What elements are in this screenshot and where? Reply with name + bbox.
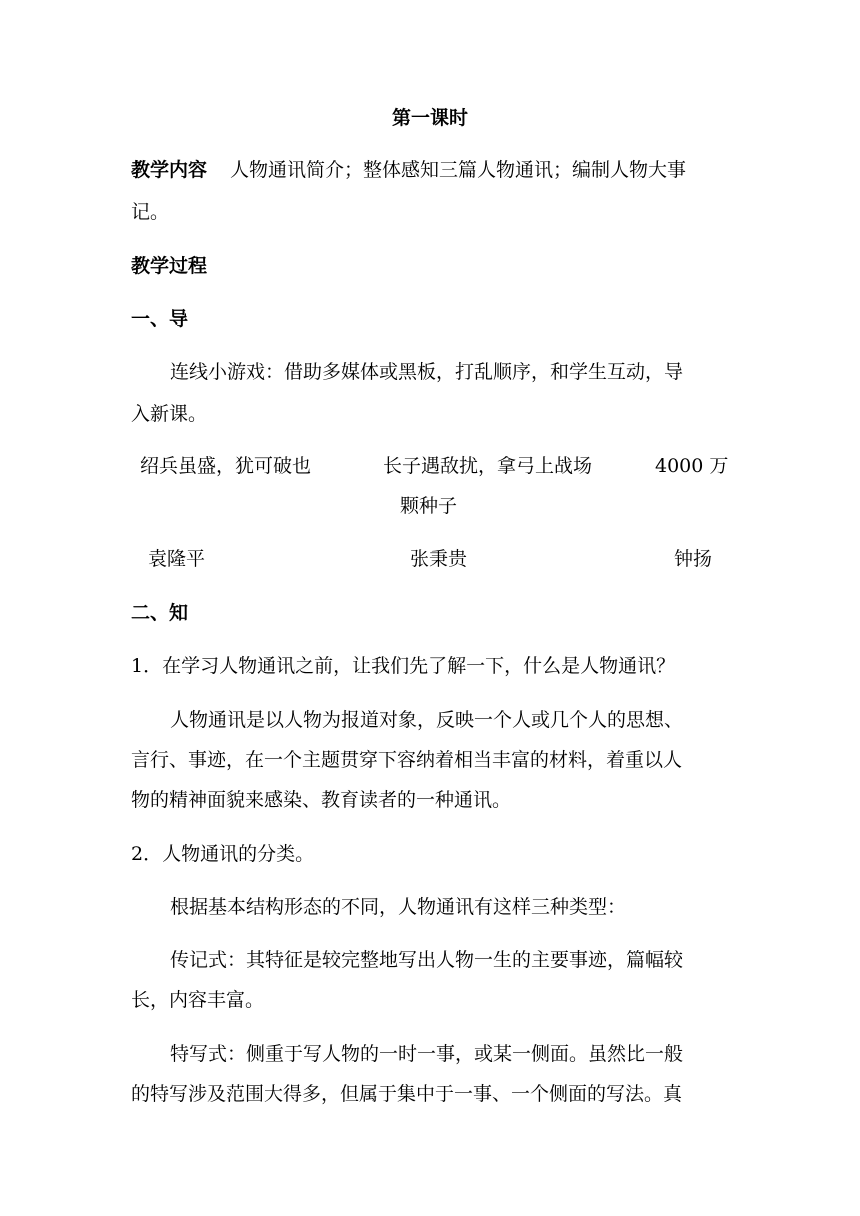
match-item-quote-3: 4000 万 — [655, 455, 729, 477]
content-text: 人物通讯简介；整体感知三篇人物通讯；编制人物大事 — [230, 159, 687, 181]
lesson-title: 第一课时 — [391, 107, 468, 129]
section1-paragraph-line-2: 入新课。 — [131, 403, 208, 425]
answer-1-line-1: 人物通讯是以人物为报道对象，反映一个人或几个人的思想、 — [170, 709, 684, 731]
content-label: 教学内容 — [131, 159, 208, 181]
type-feature-line-1: 特写式：侧重于写人物的一时一事，或某一侧面。虽然比一般 — [170, 1043, 684, 1065]
content-line-1 — [131, 158, 686, 182]
section2-heading: 二、知 — [131, 602, 189, 624]
type-biography-line-1: 传记式：其特征是较完整地写出人物一生的主要事迹，篇幅较 — [170, 949, 684, 971]
answer-1-line-2: 言行、事迹，在一个主题贯穿下容纳着相当丰富的材料，着重以人 — [131, 749, 683, 771]
process-heading: 教学过程 — [131, 255, 208, 277]
answer-2-intro: 根据基本结构形态的不同，人物通讯有这样三种类型： — [170, 896, 627, 918]
question-2: 2．人物通讯的分类。 — [131, 843, 315, 865]
match-item-person-3: 钟扬 — [674, 548, 713, 570]
content-line-2: 记。 — [131, 201, 170, 223]
match-item-quote-2: 长子遇敌扰，拿弓上战场 — [383, 455, 593, 477]
type-biography-line-2: 长，内容丰富。 — [131, 989, 265, 1011]
match-item-quote-3-continued: 颗种子 — [400, 495, 458, 517]
question-1: 1．在学习人物通讯之前，让我们先了解一下，什么是人物通讯？ — [131, 655, 676, 677]
match-item-person-1: 袁隆平 — [148, 548, 206, 570]
answer-1-line-3: 物的精神面貌来感染、教育读者的一种通讯。 — [131, 789, 512, 811]
type-feature-line-2: 的特写涉及范围大得多，但属于集中于一事、一个侧面的写法。真 — [131, 1083, 683, 1105]
match-item-person-2: 张秉贵 — [410, 548, 468, 570]
match-item-quote-1: 绍兵虽盛，犹可破也 — [140, 455, 312, 477]
section1-heading: 一、导 — [131, 308, 189, 330]
section1-paragraph-line-1: 连线小游戏：借助多媒体或黑板，打乱顺序，和学生互动，导 — [170, 361, 684, 383]
